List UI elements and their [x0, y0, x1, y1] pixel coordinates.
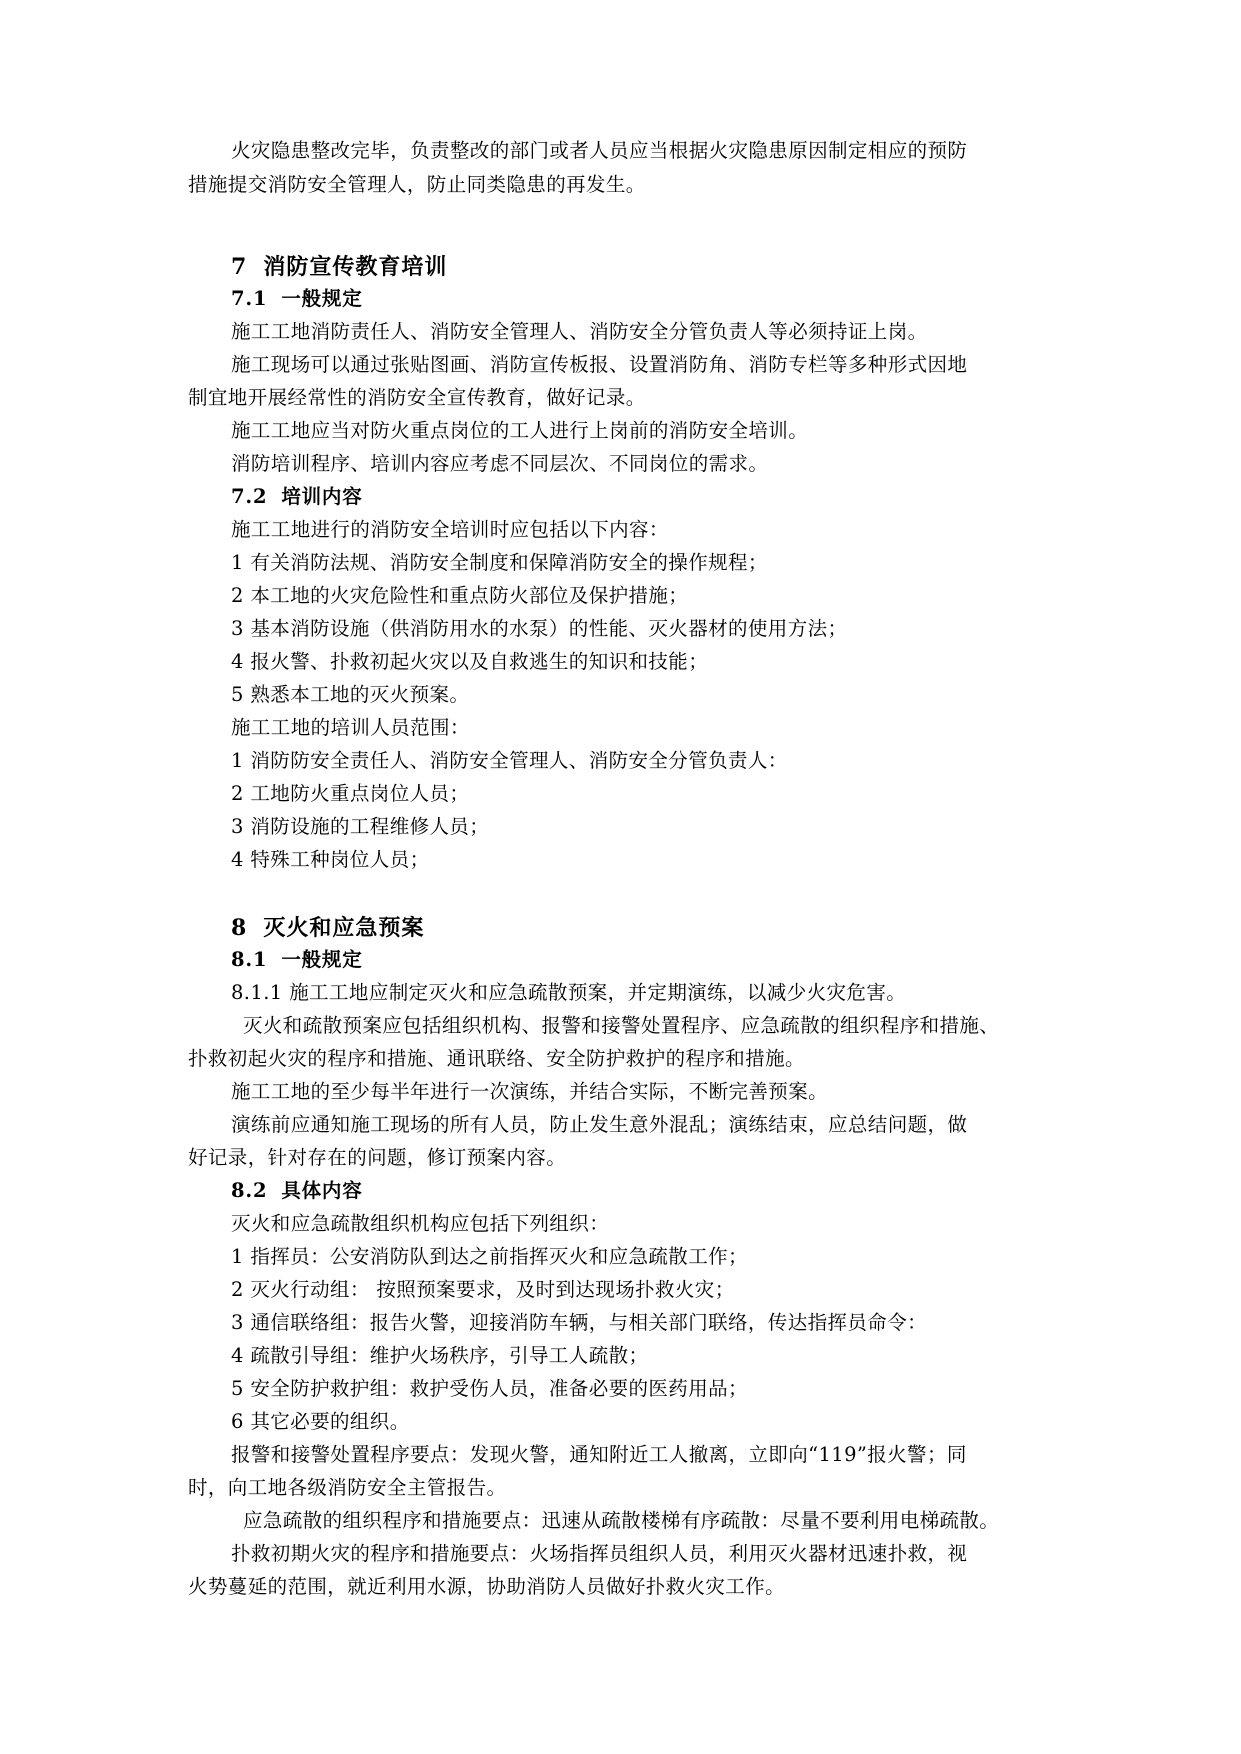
- intro-line-2: 措施提交消防安全管理人，防止同类隐患的再发生。: [188, 173, 646, 196]
- s7-2-line-11: 4 特殊工种岗位人员；: [231, 848, 430, 871]
- section-8-title: 灭火和应急预案: [263, 915, 425, 941]
- s7-2-line-3: 2 本工地的火灾危险性和重点防火部位及保护措施；: [231, 584, 689, 607]
- subsection-7-2-number: 7.2: [231, 485, 268, 508]
- s7-2-line-8: 1 消防防安全责任人、消防安全管理人、消防安全分管负责人：: [231, 749, 788, 772]
- s8-2-line-10: 应急疏散的组织程序和措施要点：迅速从疏散楼梯有序疏散：尽量不要利用电梯疏散。: [243, 1509, 1000, 1532]
- s7-2-line-6: 5 熟悉本工地的灭火预案。: [231, 683, 470, 706]
- subsection-8-2-title: 具体内容: [281, 1179, 363, 1202]
- s7-2-line-10: 3 消防设施的工程维修人员；: [231, 815, 490, 838]
- s7-2-line-7: 施工工地的培训人员范围：: [231, 716, 470, 739]
- s8-2-line-6: 5 安全防护救护组：救护受伤人员，准备必要的医药用品；: [231, 1377, 748, 1400]
- section-8-heading: [231, 912, 424, 944]
- subsection-8-2-heading: [231, 1176, 363, 1206]
- s8-2-line-3: 2 灭火行动组： 按照预案要求，及时到达现场扑救火灾；: [231, 1278, 735, 1301]
- s8-2-line-9: 时，向工地各级消防安全主管报告。: [188, 1476, 507, 1499]
- s8-1-line-5: 演练前应通知施工现场的所有人员，防止发生意外混乱；演练结束，应总结问题，做: [231, 1113, 968, 1136]
- section-7-heading: [231, 251, 447, 283]
- s7-2-line-5: 4 报火警、扑救初起火灾以及自救逃生的知识和技能；: [231, 650, 709, 673]
- s8-1-line-1: 8.1.1 施工工地应制定灭火和应急疏散预案，并定期演练，以减少火灾危害。: [231, 981, 907, 1004]
- s7-2-line-2: 1 有关消防法规、消防安全制度和保障消防安全的操作规程；: [231, 551, 768, 574]
- section-8-number: 8: [231, 915, 248, 941]
- s8-2-line-11: 扑救初期火灾的程序和措施要点：火场指挥员组织人员，利用灭火器材迅速扑救，视: [231, 1542, 968, 1565]
- subsection-8-1-heading: [231, 945, 363, 975]
- s8-2-line-5: 4 疏散引导组：维护火场秩序，引导工人疏散；: [231, 1344, 649, 1367]
- section-7-number: 7: [231, 254, 248, 280]
- s8-1-line-4: 施工工地的至少每半年进行一次演练，并结合实际，不断完善预案。: [231, 1080, 829, 1103]
- subsection-8-1-number: 8.1: [231, 948, 268, 971]
- subsection-7-1-number: 7.1: [231, 287, 268, 310]
- s8-1-line-2: 灭火和疏散预案应包括组织机构、报警和接警处置程序、应急疏散的组织程序和措施、: [243, 1014, 1000, 1037]
- s8-2-line-4: 3 通信联络组：报告火警，迎接消防车辆，与相关部门联络，传达指挥员命令：: [231, 1311, 928, 1334]
- s8-2-line-12: 火势蔓延的范围，就近利用水源，协助消防人员做好扑救火灾工作。: [188, 1575, 786, 1598]
- subsection-8-2-number: 8.2: [231, 1179, 268, 1202]
- intro-line-1: 火灾隐患整改完毕，负责整改的部门或者人员应当根据火灾隐患原因制定相应的预防: [231, 139, 968, 162]
- s7-2-line-1: 施工工地进行的消防安全培训时应包括以下内容：: [231, 518, 669, 541]
- subsection-7-2-heading: [231, 482, 363, 512]
- subsection-8-1-title: 一般规定: [281, 948, 363, 971]
- subsection-7-1-heading: [231, 284, 363, 314]
- s7-1-line-1: 施工工地消防责任人、消防安全管理人、消防安全分管负责人等必须持证上岗。: [231, 320, 928, 343]
- s8-2-line-2: 1 指挥员：公安消防队到达之前指挥灭火和应急疏散工作；: [231, 1245, 748, 1268]
- section-7-title: 消防宣传教育培训: [263, 254, 448, 280]
- s7-2-line-9: 2 工地防火重点岗位人员；: [231, 782, 470, 805]
- s7-1-line-5: 消防培训程序、培训内容应考虑不同层次、不同岗位的需求。: [231, 452, 769, 475]
- s8-2-line-8: 报警和接警处置程序要点：发现火警，通知附近工人撤离，立即向“119”报火警；同: [231, 1443, 967, 1466]
- s7-1-line-4: 施工工地应当对防火重点岗位的工人进行上岗前的消防安全培训。: [231, 419, 809, 442]
- s8-2-line-1: 灭火和应急疏散组织机构应包括下列组织：: [231, 1212, 610, 1235]
- s8-1-line-6: 好记录，针对存在的问题，修订预案内容。: [188, 1146, 567, 1169]
- s7-1-line-2: 施工现场可以通过张贴图画、消防宣传板报、设置消防角、消防专栏等多种形式因地: [231, 353, 968, 376]
- s7-2-line-4: 3 基本消防设施（供消防用水的水泵）的性能、灭火器材的使用方法；: [231, 617, 848, 640]
- s8-1-line-3: 扑救初起火灾的程序和措施、通讯联络、安全防护救护的程序和措施。: [188, 1047, 805, 1070]
- subsection-7-1-title: 一般规定: [281, 287, 363, 310]
- subsection-7-2-title: 培训内容: [281, 485, 363, 508]
- s8-2-line-7: 6 其它必要的组织。: [231, 1410, 410, 1433]
- s7-1-line-3: 制宜地开展经常性的消防安全宣传教育，做好记录。: [188, 386, 646, 409]
